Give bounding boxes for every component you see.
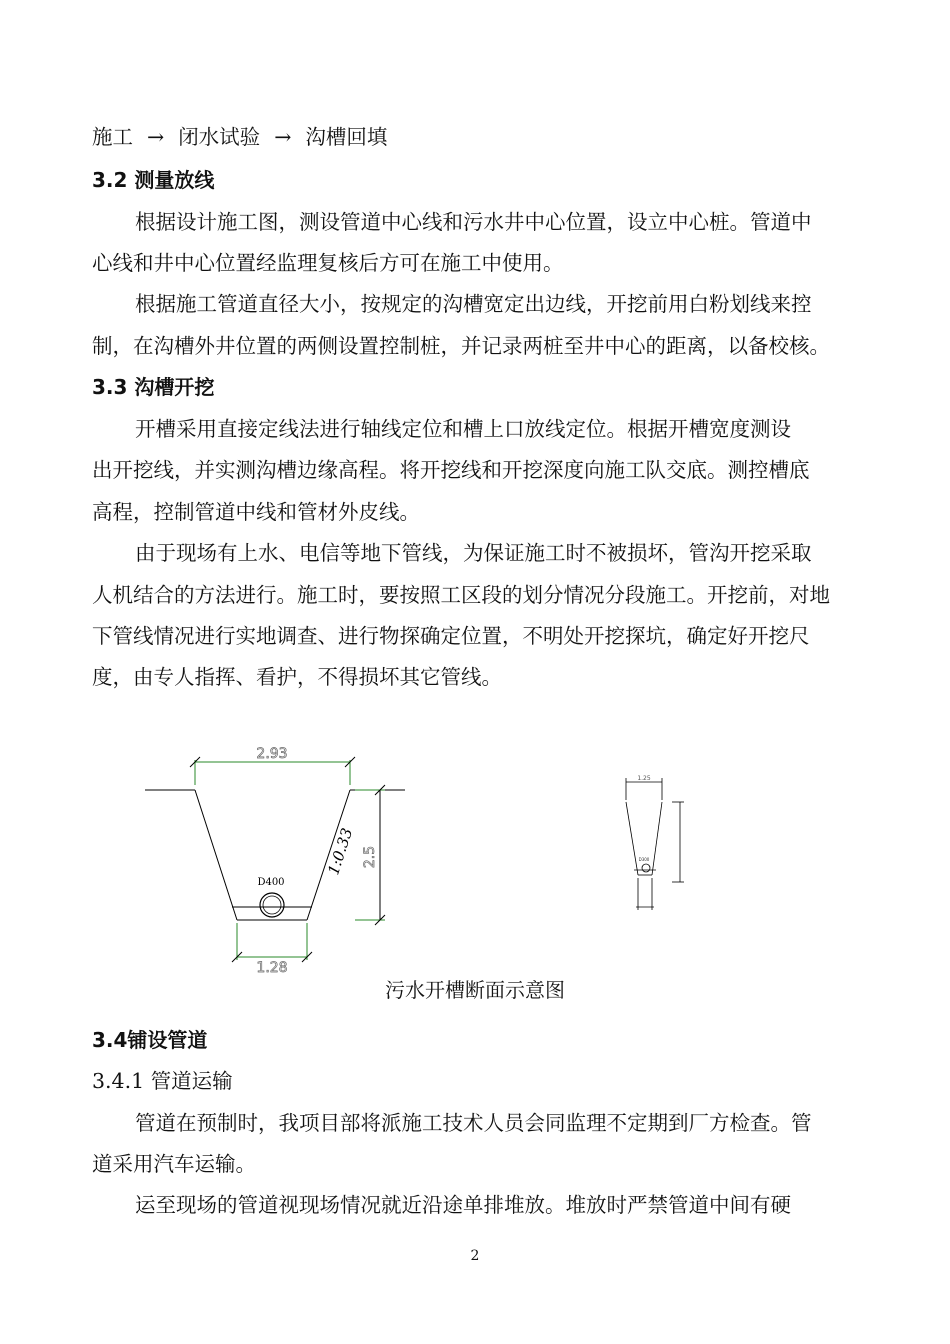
page-number: 2 [470,1248,480,1264]
pipe-size-label: D400 [257,877,285,888]
heading-3-3: 3.3 沟槽开挖 [92,375,215,399]
paragraph-line: 管道在预制时，我项目部将派施工技术人员会同监理不定期到厂方检查。管 [135,1111,812,1135]
figure-caption: 污水开槽断面示意图 [385,978,565,1002]
paragraph-line: 制，在沟槽外井位置的两侧设置控制桩，并记录两桩至井中心的距离，以备校核。 [92,334,830,358]
paragraph-line: 运至现场的管道视现场情况就近沿途单排堆放。堆放时严禁管道中间有硬 [135,1193,791,1217]
paragraph-line: 人机结合的方法进行。施工时，要按照工区段的划分情况分段施工。开挖前，对地 [92,583,830,607]
paragraph-line: 根据施工管道直径大小，按规定的沟槽宽定出边线，开挖前用白粉划线来控 [135,292,812,316]
paragraph-line: 由于现场有上水、电信等地下管线，为保证施工时不被损坏，管沟开挖采取 [135,541,812,565]
paragraph-line: 出开挖线，并实测沟槽边缘高程。将开挖线和开挖深度向施工队交底。测控槽底 [92,458,810,482]
small-top-width-label: 1.25 [637,775,651,782]
paragraph-line: 道采用汽车运输。 [92,1152,256,1176]
depth-label: 2.5 [362,845,378,869]
bottom-width-label: 1.28 [256,960,288,976]
small-pipe-label: D300 [638,857,650,862]
flow-step-construction: 施工 [92,125,133,149]
slope-label: 1:0.33 [324,825,357,878]
heading-3-2: 3.2 测量放线 [92,168,215,192]
paragraph-line: 开槽采用直接定线法进行轴线定位和槽上口放线定位。根据开槽宽度测设 [135,417,791,441]
top-width-label: 2.93 [256,746,288,762]
flow-step-backfill: 沟槽回填 [305,125,388,149]
trench-section-large [140,735,420,975]
flow-step-closed-water-test: 闭水试验 [178,125,261,149]
paragraph-line: 心线和井中心位置经监理复核后方可在施工中使用。 [92,251,564,275]
flow-arrow-1: → [147,125,165,149]
paragraph-line: 度，由专人指挥、看护，不得损坏其它管线。 [92,665,502,689]
paragraph-line: 根据设计施工图，测设管道中心线和污水井中心位置，设立中心桩。管道中 [135,210,812,234]
flow-arrow-2: → [274,125,292,149]
pipe-circle [260,893,284,917]
heading-3-4: 3.4铺设管道 [92,1028,208,1052]
paragraph-line: 下管线情况进行实地调查、进行物探确定位置，不明处开挖探坑，确定好开挖尺 [92,624,810,648]
subheading-3-4-1: 3.4.1 管道运输 [92,1069,233,1093]
process-flow [92,122,862,152]
paragraph-line: 高程，控制管道中线和管材外皮线。 [92,500,420,524]
trench-section-small [612,770,692,915]
